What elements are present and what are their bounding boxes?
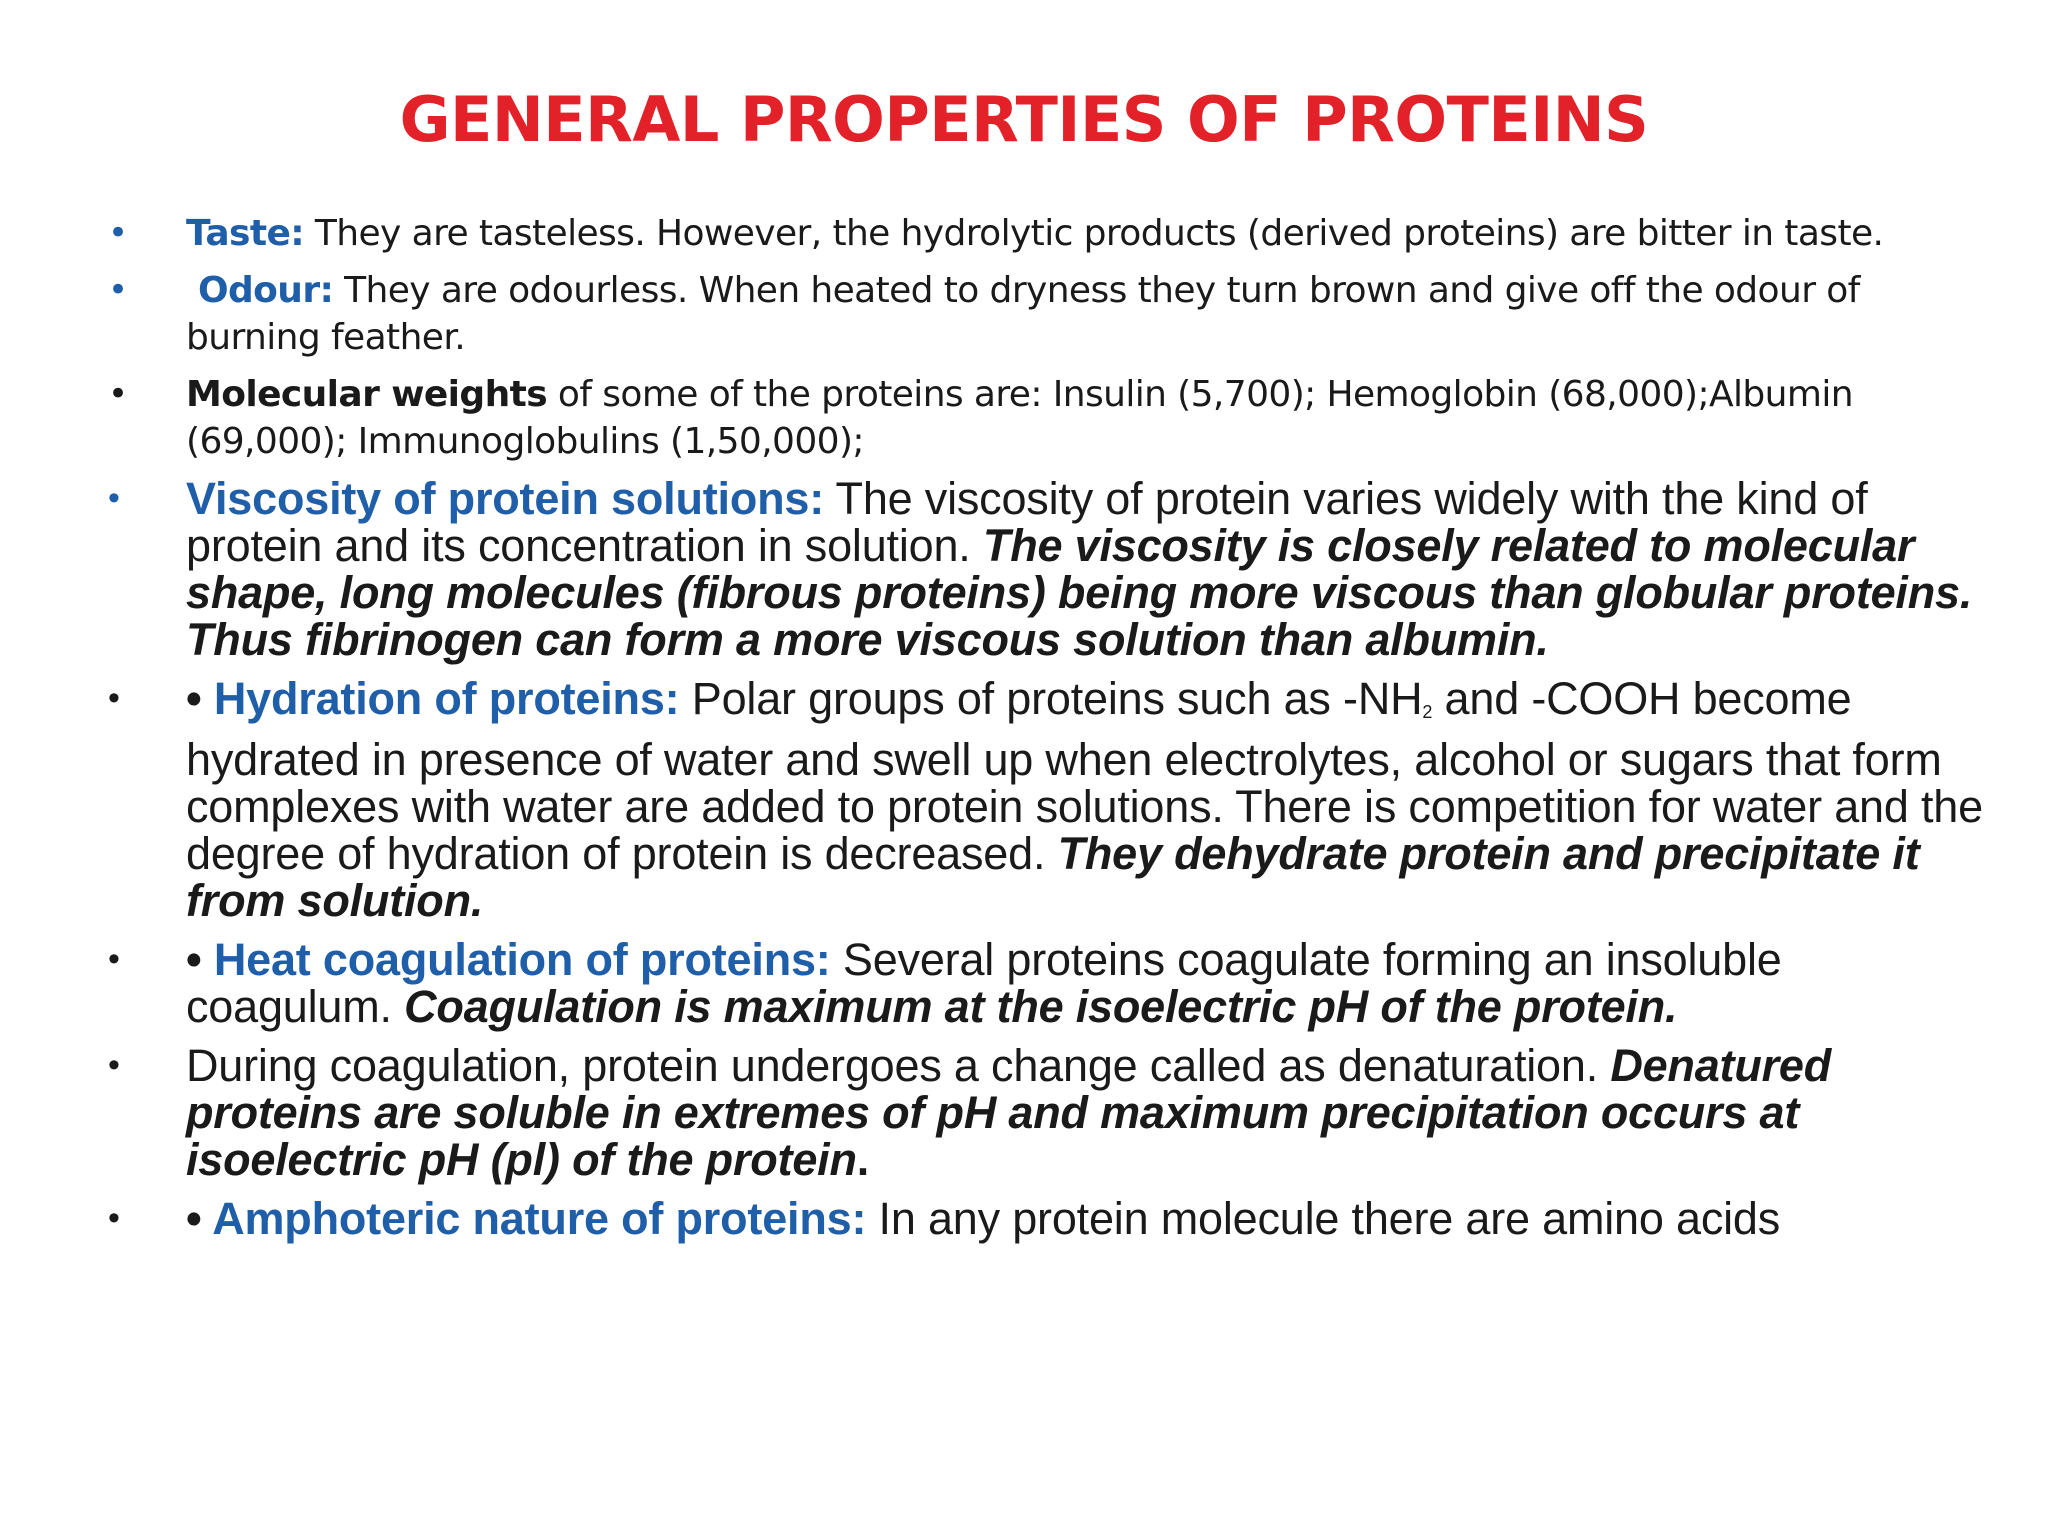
item-text: Polar groups of proteins such as -NH [679,673,1423,724]
item-text: The viscosity of protein varies widely with the kind of protein and its concentration in solution. [186,473,1868,571]
inner-bullet: • [186,673,214,724]
item-text: Several proteins coagulate forming an insoluble coagulum. [186,934,1782,1032]
list-item-hydration [0,675,2048,924]
item-text-continued: and -COOH become hydrated in presence of water and swell up when electrolytes, alcohol or sugars that form complexes with water are added to protein solutions. There is competition for water and the degree of hydration of protein is decreased. [186,673,1983,879]
item-label: Hydration of proteins: [213,673,680,724]
list-item-denaturation [0,1042,2048,1183]
item-text: In any protein molecule there are amino acids [866,1193,1781,1244]
item-label: Taste: [186,213,305,254]
item-label: Viscosity of protein solutions: [186,473,825,524]
bullet-icon: • [108,1046,120,1084]
subscript: 2 [1422,702,1433,722]
list-item-amphoteric [0,1195,2048,1242]
item-label: Amphoteric nature of proteins: [212,1193,867,1244]
bullet-icon: • [108,940,120,978]
item-emphasis: They dehydrate protein and precipitate it from solution. [186,828,1920,926]
item-emphasis: Coagulation is maximum at the isoelectric pH of the protein. [404,981,1678,1032]
item-text: During coagulation, protein undergoes a change called as denaturation. [186,1040,1611,1091]
bullet-list [0,210,2048,1242]
item-label: Odour: [198,270,334,311]
bullet-icon: • [108,679,120,717]
list-item-taste [0,210,2048,257]
item-text: They are odourless. When heated to dryness they turn brown and give off the odour of burning feather. [186,270,1860,358]
slide-title: GENERAL PROPERTIES OF PROTEINS [399,83,1649,156]
list-item-heat-coagulation [0,936,2048,1030]
item-emphasis: Denatured proteins are soluble in extremes of pH and maximum precipitation occurs at isoelectric pH (pl) of the protein [186,1040,1832,1185]
bullet-icon: • [108,213,128,253]
item-emphasis: The viscosity is closely related to molecular shape, long molecules (fibrous proteins) being more viscous than globular proteins. Thus fibrinogen can form a more viscous solution than albumin. [186,520,1973,665]
bullet-icon: • [108,270,128,310]
list-item-odour [0,267,2048,361]
inner-bullet: • [186,1193,213,1244]
list-item-viscosity [0,475,2048,663]
item-text: They are tasteless. However, the hydrolytic products (derived proteins) are bitter in taste. [304,213,1884,254]
item-text: of some of the proteins are: Insulin (5,700); Hemoglobin (68,000);Albumin (69,000); Immunoglobulins (1,50,000); [186,374,1853,462]
item-label: Heat coagulation of proteins: [213,934,831,985]
item-tail: . [856,1134,870,1185]
list-item-molecular-weights [0,371,2048,465]
item-label: Molecular weights [186,374,548,415]
bullet-icon: • [108,1199,120,1237]
bullet-icon: • [108,479,120,517]
bullet-icon: • [108,374,128,414]
inner-bullet: • [186,934,214,985]
